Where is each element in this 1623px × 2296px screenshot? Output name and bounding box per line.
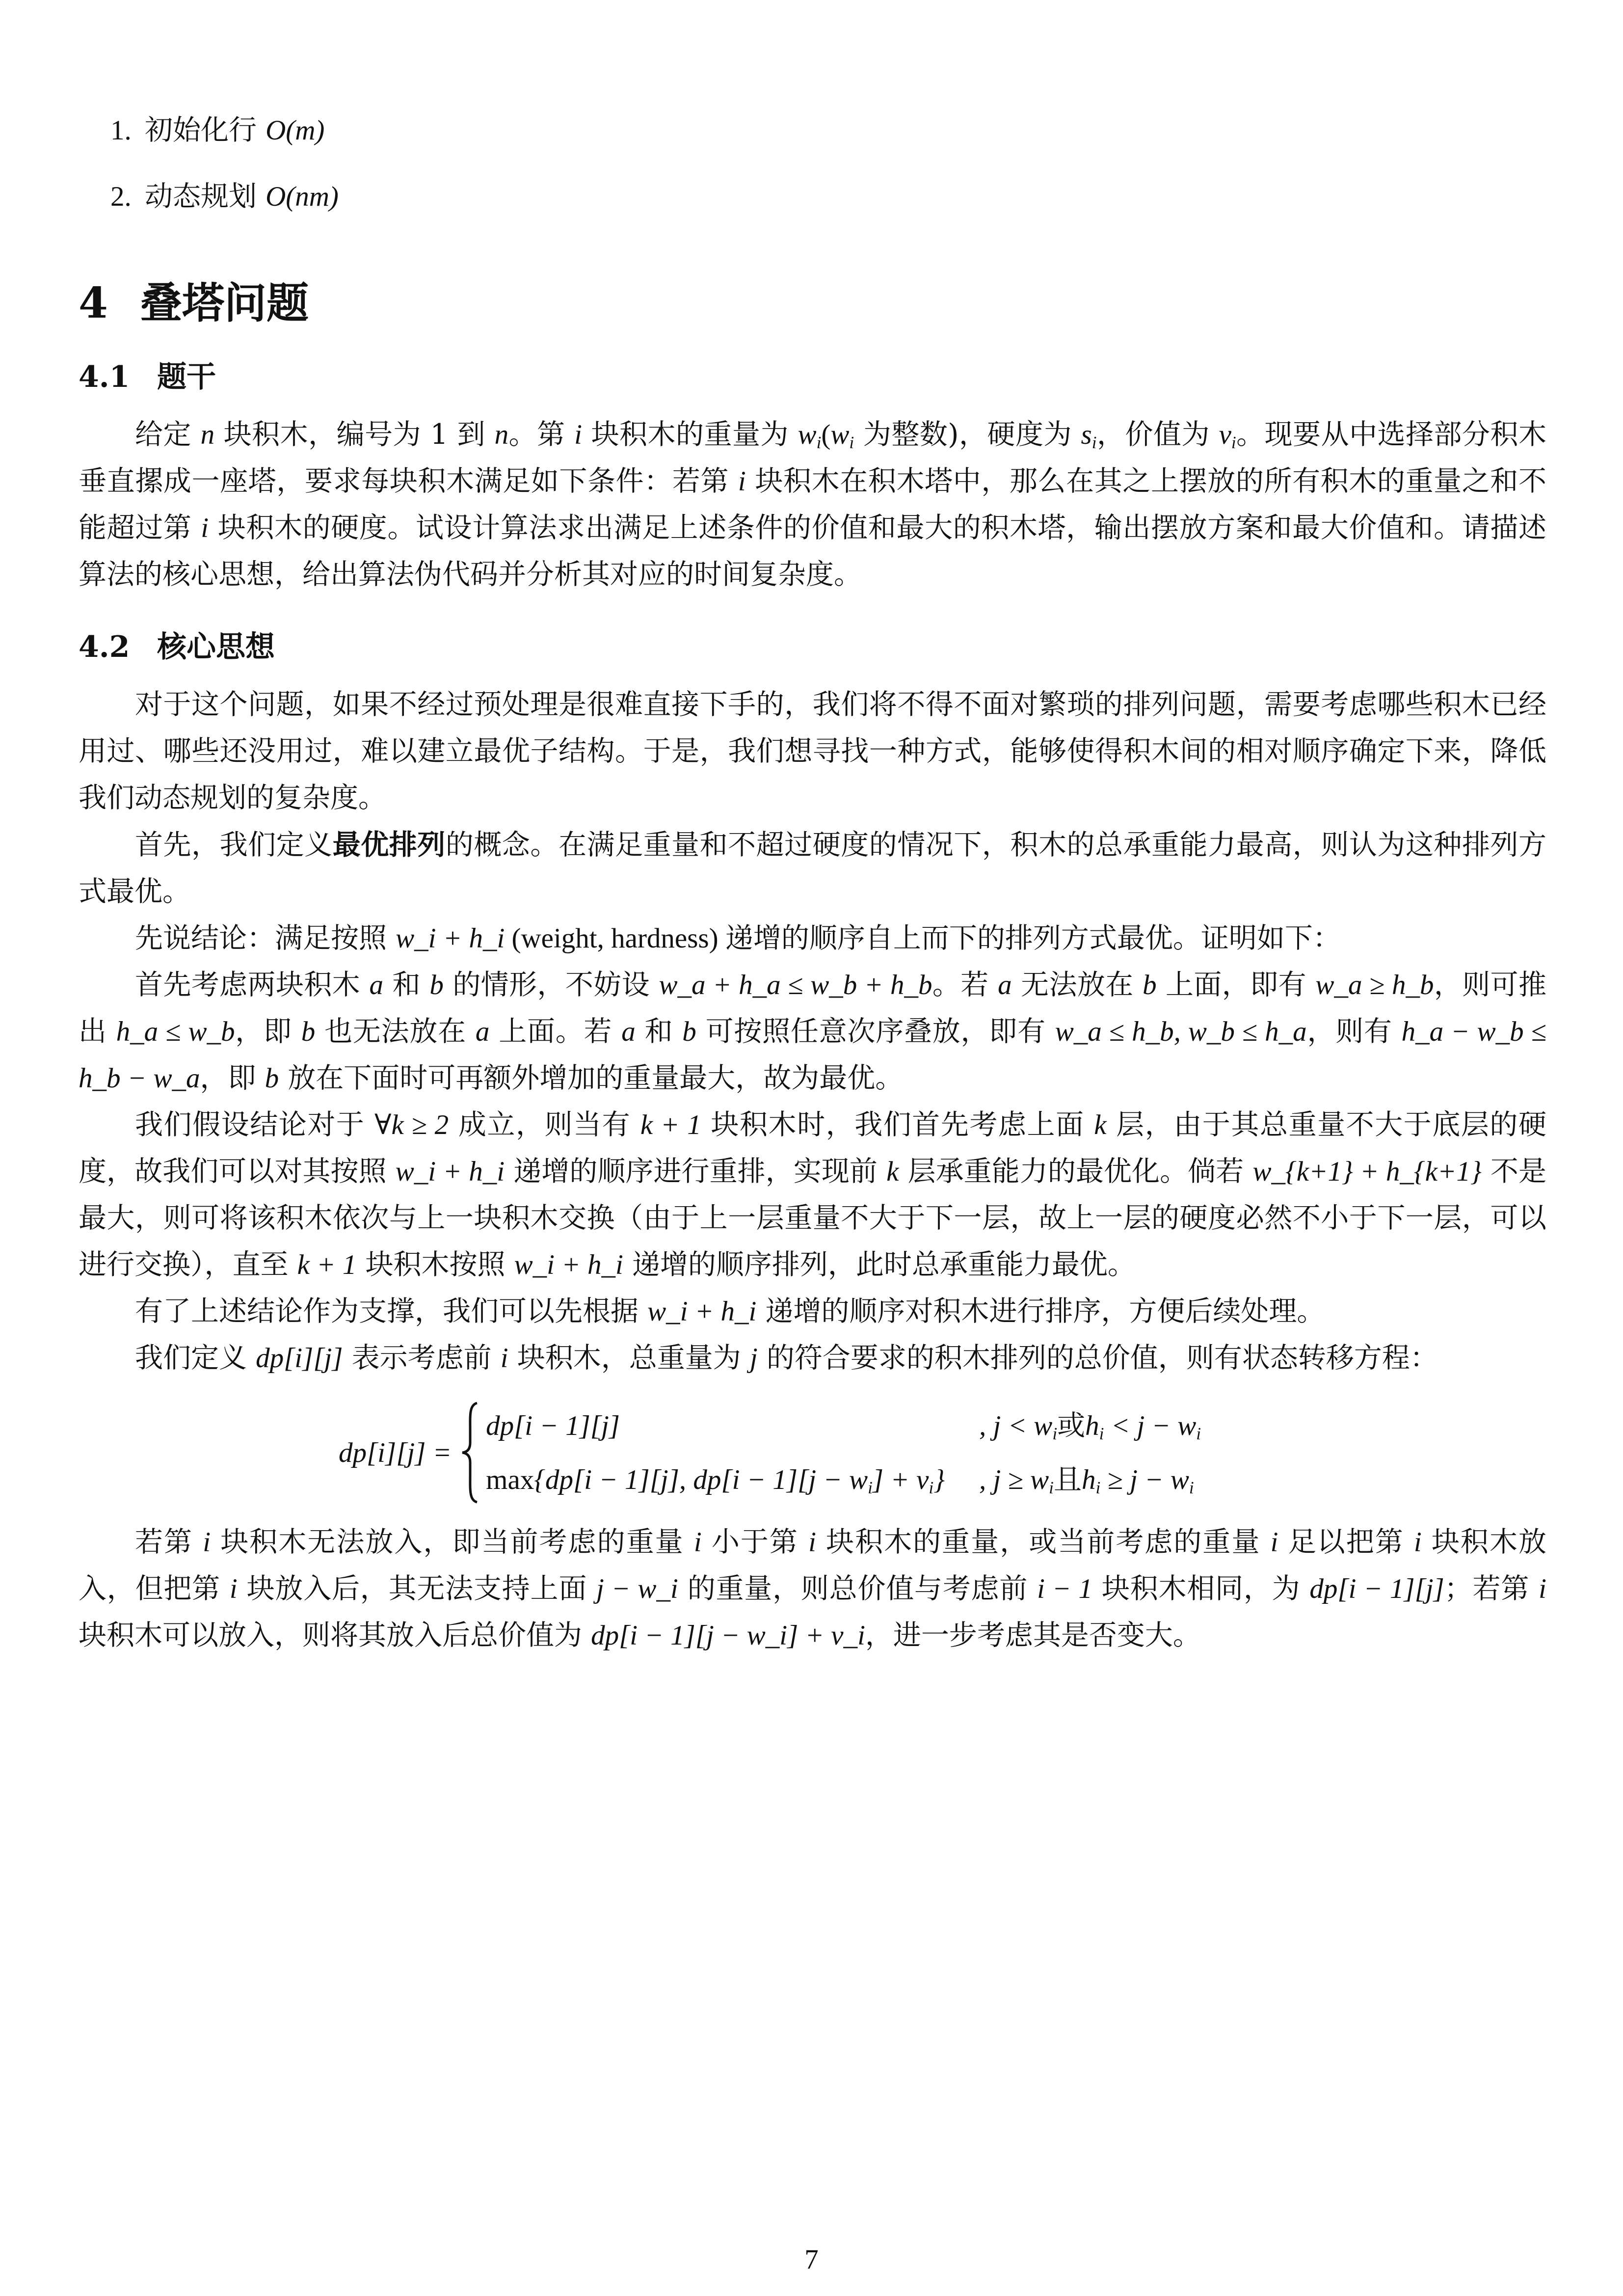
math-var: n	[200, 419, 215, 450]
math-sub: i	[1095, 1478, 1101, 1497]
math-expr: w_i + h_i	[395, 1156, 505, 1187]
text: 首先考虑两块积木	[135, 969, 370, 1001]
subsection-title: 题干	[157, 360, 216, 394]
text: ，则有	[1306, 1015, 1402, 1048]
math-var: i	[693, 1527, 702, 1558]
math-var: i	[1539, 1573, 1546, 1604]
math-sub: i	[1049, 1478, 1054, 1497]
math-expr: dp[i − 1][j]	[1309, 1573, 1444, 1604]
math-expr: , j ≥ w	[979, 1464, 1049, 1495]
paragraph-transition-explanation	[79, 1519, 1546, 1659]
math-var: j	[749, 1343, 758, 1374]
math-expr: dp[i][j]	[256, 1343, 343, 1374]
text: 且	[1053, 1464, 1082, 1495]
math-sub: i	[1091, 432, 1097, 452]
math-sub: i	[1196, 1424, 1201, 1443]
math-expr: j − w_i	[596, 1573, 678, 1604]
equation-cases	[486, 1403, 1467, 1503]
math-expr: dp[i − 1][j − w_i] + v_i	[591, 1620, 865, 1651]
text: 和	[635, 1015, 683, 1048]
math-var: a	[369, 970, 383, 1000]
text: (weight, hardness) 递增的顺序自上而下的排列方式最优。证明如下：	[505, 923, 1341, 954]
paragraph-intro: 对于这个问题，如果不经过预处理是很难直接下手的，我们将不得不面对繁琐的排列问题，需要考虑哪些积木已经用过、哪些还没用过，难以建立最优子结构。于是，我们想寻找一种方式，能够使得积木间的相对顺序确定下来，降低我们动态规划的复杂度。	[79, 688, 1546, 814]
math-var: h	[1081, 1464, 1096, 1495]
math-expr: {dp[i − 1][j], dp[i − 1][j − w	[534, 1464, 868, 1495]
math-var: a	[998, 970, 1012, 1000]
text: 块积木，编号为 1 到	[214, 418, 495, 451]
math-sub: i	[1189, 1478, 1194, 1497]
text: 我们定义	[135, 1342, 256, 1374]
math-sub: i	[849, 432, 854, 452]
text: 块积木可以放入，则将其放入后总价值为	[79, 1619, 591, 1651]
math-var: a	[475, 1016, 490, 1047]
text: 的重量，则总价值与考虑前	[678, 1572, 1038, 1605]
math-var: i	[1270, 1527, 1278, 1558]
math-sub: i	[1231, 432, 1236, 452]
paragraph-sort	[79, 1288, 1546, 1335]
math-var: i	[738, 466, 746, 497]
section-heading	[79, 274, 1546, 333]
paragraph-dp-definition	[79, 1335, 1546, 1381]
text: ，价值为	[1096, 418, 1219, 451]
text: 为整数)，硬度为	[854, 418, 1081, 451]
math-sub: i	[816, 432, 822, 452]
math-expr: ] + v	[872, 1464, 929, 1495]
subsection-heading-core-idea	[79, 622, 1546, 672]
text: 上面。若	[489, 1015, 622, 1048]
section-number: 4	[79, 278, 108, 328]
math-var: v	[1219, 419, 1231, 450]
left-brace-icon	[460, 1401, 480, 1504]
text: 若第	[135, 1526, 203, 1558]
text: 可按照任意次序叠放，即有	[696, 1015, 1055, 1048]
math-var: b	[682, 1016, 696, 1047]
text: 先说结论：满足按照	[135, 922, 396, 954]
text: 层，由于其总重量不大于底层的硬度，故我们可以对其按照	[79, 1108, 1546, 1188]
text: 或	[1057, 1410, 1086, 1441]
text: 的情形，不妨设	[443, 969, 659, 1001]
math-var: w	[798, 419, 817, 450]
text: 块积木时，我们首先考虑上面	[701, 1108, 1094, 1141]
math-expr: w_a ≥ h_b	[1315, 970, 1434, 1000]
text: 无法放在	[1011, 969, 1143, 1001]
text: 。现要从中选择部分积木垂直摞成一座塔，要求每块积木满足如下条件：若第	[79, 418, 1546, 497]
math-var: b	[265, 1063, 279, 1094]
text: ，即	[200, 1062, 265, 1094]
paragraph-induction-proof	[79, 1102, 1546, 1288]
math-var: w	[830, 419, 850, 450]
math-sub: i	[1099, 1424, 1104, 1443]
math-sub: i	[868, 1478, 873, 1497]
complexity-math: O(nm)	[266, 181, 339, 212]
text: 块积木相同，为	[1092, 1572, 1310, 1605]
text: 块放入后，其无法支持上面	[237, 1572, 597, 1605]
equation-lhs: dp[i][j] =	[339, 1437, 452, 1468]
text: 块积木无法放入，即当前考虑的重量	[211, 1526, 694, 1558]
text: 的概念。在满足重量和不超过硬度的情况下，积木的总承重能力最高，则认为这种排列方式最优。	[79, 829, 1547, 908]
math-expr: h_a ≤ w_b	[116, 1016, 235, 1047]
text: 。第	[508, 418, 575, 451]
math-var: i	[1413, 1527, 1422, 1558]
math-expr: w_a + h_a ≤ w_b + h_b	[659, 970, 932, 1000]
math-operator: max	[486, 1464, 534, 1495]
subsection-number: 4.1	[79, 360, 130, 394]
subsection-title: 核心思想	[157, 630, 275, 664]
case-1-expression: dp[i − 1][j]	[486, 1410, 620, 1441]
state-transition-equation	[339, 1401, 1467, 1504]
text: 块积木的硬度。试设计算法求出满足上述条件的价值和最大的积木塔，输出摆放方案和最大价值和。请描述算法的核心思想，给出算法伪代码并分析其对应的时间复杂度。	[79, 512, 1546, 591]
math-var: b	[301, 1016, 316, 1047]
text: 成立，则当有	[449, 1108, 640, 1141]
text: 块积木在积木塔中，那么在其之上摆放的所有积木的重量之和不能超过第	[79, 465, 1546, 544]
math-expr: w_{k+1} + h_{k+1}	[1252, 1156, 1482, 1187]
math-var: i	[574, 419, 582, 450]
math-var: k	[886, 1156, 899, 1187]
text: ，即	[235, 1015, 301, 1048]
bold-term: 最优排列	[332, 828, 446, 861]
text: 块积木按照	[356, 1248, 514, 1281]
math-expr: k + 1	[297, 1249, 357, 1280]
text: 递增的顺序排列，此时总承重能力最优。	[623, 1248, 1136, 1281]
text: 不是最大，则可将该积木依次与上一块积木交换（由于上一层重量不大于下一层，故上一层的硬度必然不小于下一层，可以进行交换），直至	[79, 1155, 1546, 1281]
math-var: i	[229, 1573, 238, 1604]
math-var: i	[500, 1343, 508, 1374]
list-number: 2.	[110, 181, 132, 212]
math-expr: w_a ≤ h_b, w_b ≤ h_a	[1055, 1016, 1307, 1047]
text: 和	[383, 969, 430, 1001]
subsection-heading-problem	[79, 352, 1546, 402]
math-expr: k + 1	[640, 1109, 701, 1140]
case-2-condition	[979, 1457, 1201, 1503]
text: 块积木，总重量为	[508, 1342, 750, 1374]
text: 递增的顺序对积木进行排序，方便后续处理。	[756, 1295, 1325, 1327]
math-var: b	[429, 970, 444, 1000]
text: 小于第	[701, 1526, 809, 1558]
text: 我们假设结论对于	[135, 1108, 375, 1141]
math-var: i	[201, 513, 209, 543]
text: 表示考虑前	[343, 1342, 501, 1374]
text: 上面，即有	[1156, 969, 1316, 1001]
math-expr: < j − w	[1104, 1410, 1197, 1441]
text: ；若第	[1444, 1572, 1539, 1605]
math-expr: }	[933, 1464, 945, 1495]
text: 层承重能力的最优化。倘若	[899, 1155, 1253, 1188]
text: 也无法放在	[315, 1015, 476, 1048]
text: 的符合要求的积木排列的总价值，则有状态转移方程：	[757, 1342, 1438, 1374]
paragraph-two-blocks-proof	[79, 962, 1546, 1102]
subsection-number: 4.2	[79, 630, 130, 664]
text: 块积木的重量为	[582, 418, 798, 451]
list-number: 1.	[110, 115, 132, 146]
text: 。若	[932, 969, 998, 1001]
math-expr: ≥ j − w	[1100, 1464, 1189, 1495]
math-expr: i − 1	[1037, 1573, 1093, 1604]
list-item-dp	[110, 173, 1546, 220]
list-item-init	[110, 107, 1546, 154]
paragraph-conclusion	[79, 915, 1546, 962]
math-var: i	[808, 1527, 816, 1558]
math-var: a	[621, 1016, 636, 1047]
math-sub: i	[929, 1478, 934, 1497]
math-var: k	[1094, 1109, 1107, 1140]
math-var: h	[1085, 1410, 1099, 1441]
text: ，则可推出	[79, 969, 1546, 1048]
math-expr: w_i + h_i	[647, 1296, 757, 1327]
math-expr: w_i + h_i	[396, 923, 505, 954]
text: 足以把第	[1278, 1526, 1414, 1558]
math-expr: h_a − w_b ≤ h_b − w_a	[79, 1016, 1546, 1094]
math-expr: w_i + h_i	[514, 1249, 623, 1280]
text: 首先，我们定义	[135, 829, 333, 861]
text: 块积木放入，但把第	[79, 1526, 1546, 1605]
math-expr: , j < w	[979, 1410, 1053, 1441]
problem-paragraph	[79, 411, 1546, 598]
list-label: 初始化行	[145, 114, 257, 146]
text: ，进一步考虑其是否变大。	[865, 1619, 1201, 1651]
text: 给定	[135, 418, 201, 451]
section-title: 叠塔问题	[140, 278, 309, 328]
page-number: 7	[804, 2244, 819, 2275]
text: 块积木的重量，或当前考虑的重量	[816, 1526, 1271, 1558]
math-var: i	[203, 1527, 211, 1558]
case-1-condition	[979, 1403, 1201, 1449]
paragraph-optimal-definition	[79, 821, 1546, 915]
math-sub: i	[1052, 1424, 1058, 1443]
text: 放在下面时可再额外增加的重量最大，故为最优。	[279, 1062, 904, 1094]
list-label: 动态规划	[145, 180, 257, 213]
text: 有了上述结论作为支撑，我们可以先根据	[135, 1295, 648, 1327]
case-2-expression	[486, 1457, 945, 1503]
math-var: s	[1081, 419, 1092, 450]
complexity-math: O(m)	[266, 115, 325, 146]
math-var: b	[1143, 970, 1157, 1000]
text: 递增的顺序进行重排，实现前	[505, 1155, 887, 1188]
math-var: n	[494, 419, 509, 450]
text: (	[821, 419, 831, 450]
math-expr: ∀k ≥ 2	[374, 1109, 449, 1140]
